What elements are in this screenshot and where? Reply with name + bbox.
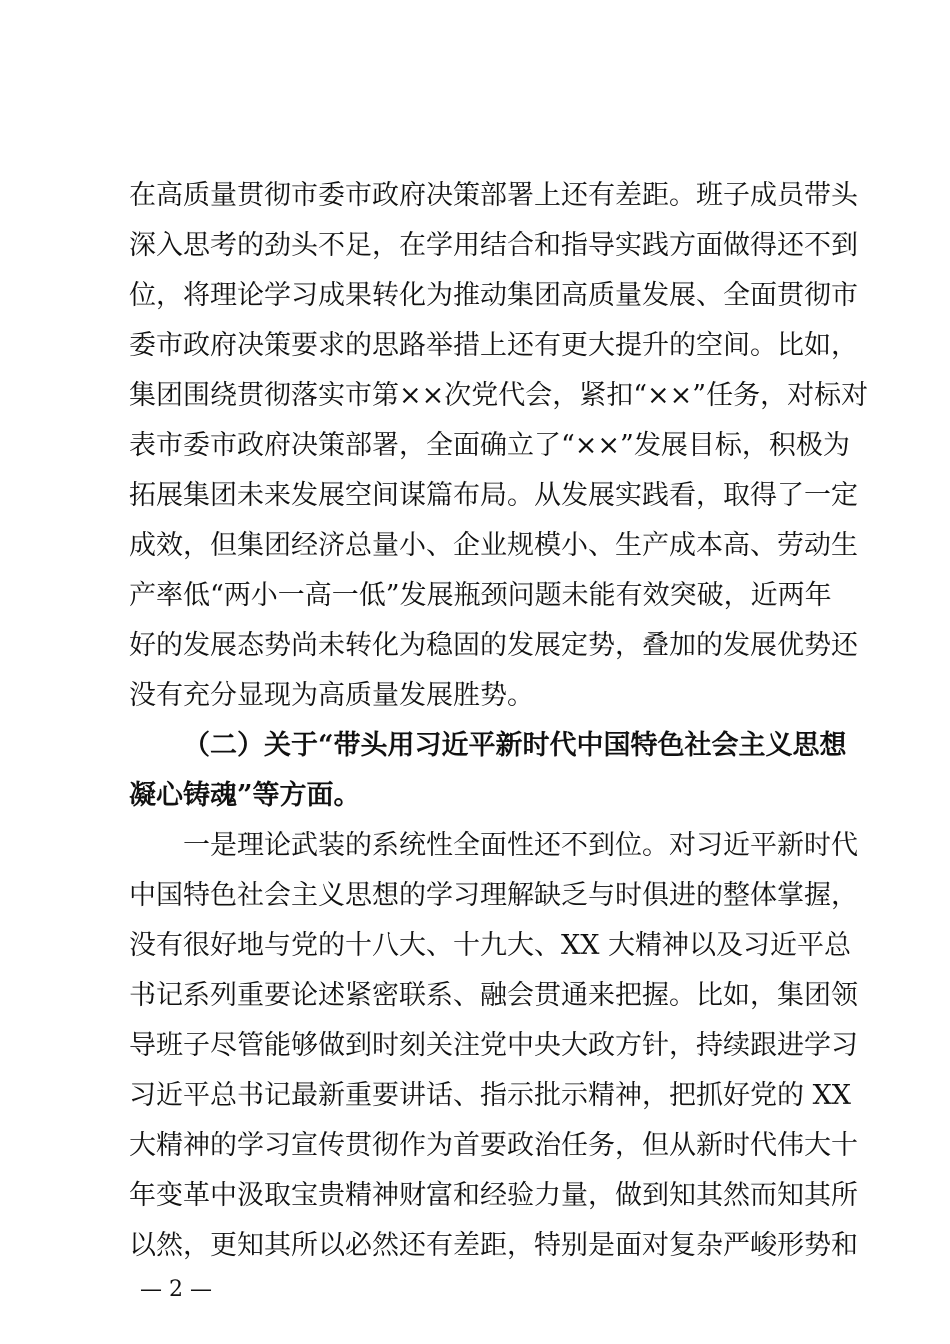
paragraph-line: 位，将理论学习成果转化为推动集团高质量发展、全面贯彻市 — [129, 280, 858, 311]
paragraph-line: 年变革中汲取宝贵精神财富和经验力量，做到知其然而知其所 — [129, 1180, 858, 1211]
paragraph-line: 深入思考的劲头不足，在学用结合和指导实践方面做得还不到 — [129, 230, 858, 261]
paragraph-line: 没有很好地与党的十八大、十九大、XX 大精神以及习近平总 — [129, 930, 852, 961]
paragraph-line: 委市政府决策要求的思路举措上还有更大提升的空间。比如， — [129, 330, 858, 361]
paragraph-line: 没有充分显现为高质量发展胜势。 — [129, 680, 534, 711]
paragraph-line: 一是理论武装的系统性全面性还不到位。对习近平新时代 — [183, 830, 858, 861]
heading-line: 凝心铸魂”等方面。 — [129, 780, 361, 811]
paragraph-line: 导班子尽管能够做到时刻关注党中央大政方针，持续跟进学习 — [129, 1030, 858, 1061]
paragraph-line: 书记系列重要论述紧密联系、融会贯通来把握。比如，集团领 — [129, 980, 858, 1011]
paragraph-line: 产率低“两小一高一低”发展瓶颈问题未能有效突破，近两年 — [129, 580, 832, 611]
paragraph-line: 表市委市政府决策部署，全面确立了“××”发展目标，积极为 — [129, 430, 850, 461]
paragraph-line: 拓展集团未来发展空间谋篇布局。从发展实践看，取得了一定 — [129, 480, 858, 511]
paragraph-line: 以然，更知其所以必然还有差距，特别是面对复杂严峻形势和 — [129, 1230, 858, 1261]
paragraph-line: 在高质量贯彻市委市政府决策部署上还有差距。班子成员带头 — [129, 180, 858, 211]
heading-line: （二）关于“带头用习近平新时代中国特色社会主义思想 — [183, 730, 847, 761]
paragraph-line: 集团围绕贯彻落实市第××次党代会，紧扣“××”任务，对标对 — [129, 380, 869, 411]
paragraph-line: 大精神的学习宣传贯彻作为首要政治任务，但从新时代伟大十 — [129, 1130, 858, 1161]
paragraph-line: 习近平总书记最新重要讲话、指示批示精神，把抓好党的 XX — [129, 1080, 852, 1111]
page-number: — 2 — — [140, 1277, 212, 1302]
paragraph-line: 中国特色社会主义思想的学习理解缺乏与时俱进的整体掌握， — [129, 880, 858, 911]
paragraph-line: 好的发展态势尚未转化为稳固的发展定势，叠加的发展优势还 — [129, 630, 858, 661]
paragraph-line: 成效，但集团经济总量小、企业规模小、生产成本高、劳动生 — [129, 530, 858, 561]
